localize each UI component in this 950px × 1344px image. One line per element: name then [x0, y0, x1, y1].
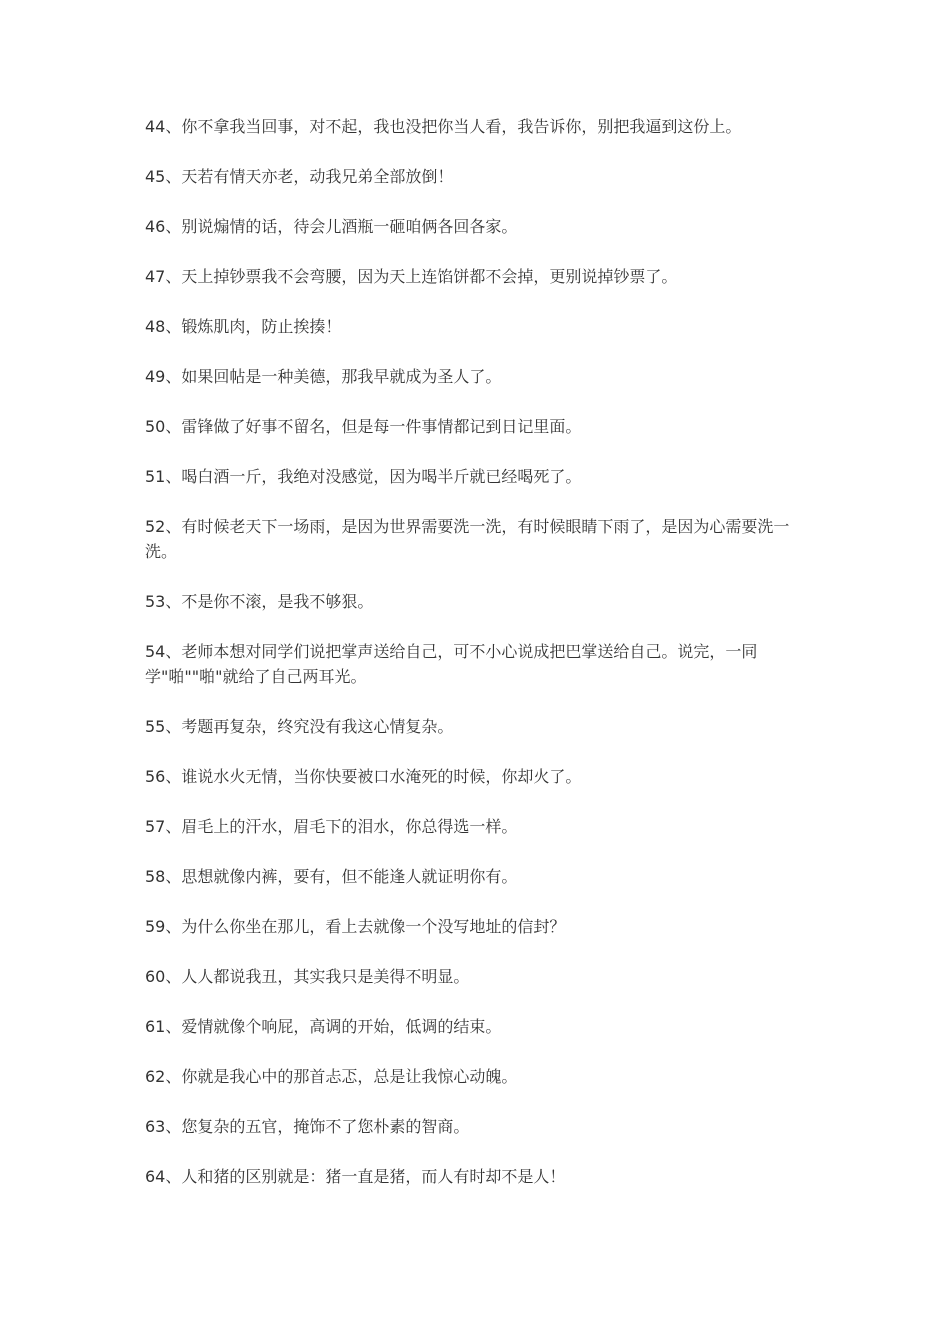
- list-item: 52、有时候老天下一场雨，是因为世界需要洗一洗，有时候眼睛下雨了，是因为心需要洗一洗。: [145, 517, 790, 561]
- joke-list: [145, 114, 807, 1214]
- list-item: 46、别说煽情的话，待会儿酒瓶一砸咱俩各回各家。: [145, 217, 518, 236]
- list-item: 50、雷锋做了好事不留名，但是每一件事情都记到日记里面。: [145, 417, 582, 436]
- list-item: 49、如果回帖是一种美德，那我早就成为圣人了。: [145, 367, 502, 386]
- list-item: 60、人人都说我丑，其实我只是美得不明显。: [145, 967, 470, 986]
- list-item: 47、天上掉钞票我不会弯腰，因为天上连馅饼都不会掉，更别说掉钞票了。: [145, 267, 678, 286]
- list-item: 54、老师本想对同学们说把掌声送给自己，可不小心说成把巴掌送给自己。说完，一同学"啪""啪"就给了自己两耳光。: [145, 642, 758, 686]
- list-item: 48、锻炼肌肉，防止挨揍！: [145, 317, 342, 336]
- list-item: 45、天若有情天亦老，动我兄弟全部放倒！: [145, 167, 454, 186]
- list-item: 62、你就是我心中的那首忐忑，总是让我惊心动魄。: [145, 1067, 518, 1086]
- list-item: 58、思想就像内裤，要有，但不能逢人就证明你有。: [145, 867, 518, 886]
- list-item: 51、喝白酒一斤，我绝对没感觉，因为喝半斤就已经喝死了。: [145, 467, 582, 486]
- list-item: 44、你不拿我当回事，对不起，我也没把你当人看，我告诉你，别把我逼到这份上。: [145, 117, 742, 136]
- list-item: 64、人和猪的区别就是：猪一直是猪，而人有时却不是人！: [145, 1167, 566, 1186]
- list-item: 59、为什么你坐在那儿，看上去就像一个没写地址的信封？: [145, 917, 566, 936]
- list-item: 55、考题再复杂，终究没有我这心情复杂。: [145, 717, 454, 736]
- list-item: 53、不是你不滚，是我不够狠。: [145, 592, 374, 611]
- list-item: 61、爱情就像个响屁，高调的开始，低调的结束。: [145, 1017, 502, 1036]
- list-item: 63、您复杂的五官，掩饰不了您朴素的智商。: [145, 1117, 470, 1136]
- list-item: 57、眉毛上的汗水，眉毛下的泪水，你总得选一样。: [145, 817, 518, 836]
- list-item: 56、谁说水火无情，当你快要被口水淹死的时候，你却火了。: [145, 767, 582, 786]
